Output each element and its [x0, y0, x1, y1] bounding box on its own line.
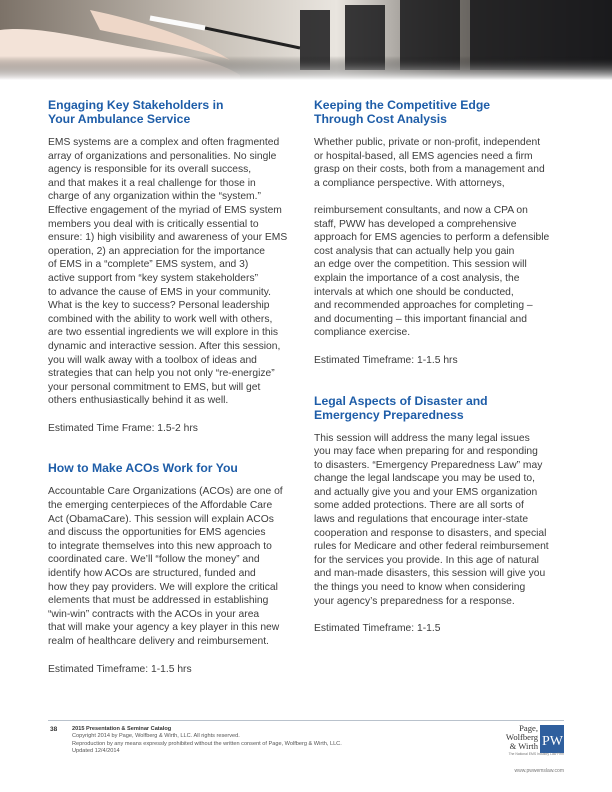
- description-line: What is the key to success? Personal leadership: [48, 300, 270, 312]
- description-line: and discuss the opportunities for EMS agencies: [48, 527, 266, 539]
- website-link[interactable]: www.pwwemslaw.com: [514, 768, 564, 774]
- logo-line: & Wirth: [509, 741, 538, 751]
- logo-tagline: The National EMS Industry Law Firm: [508, 752, 564, 756]
- description-line: and actually give you and your EMS organization: [314, 486, 538, 498]
- description-line: and that makes it a real challenge for those in: [48, 177, 256, 189]
- description-line: a compliance perspective. With attorneys,: [314, 177, 505, 189]
- description-line: how they pay providers. We will explore the critical: [48, 581, 278, 593]
- session-description: [314, 136, 566, 190]
- session-title-line: Engaging Key Stakeholders in: [48, 98, 224, 112]
- footer-rule: [48, 720, 564, 721]
- description-line: strategies that can help you not only “re-energize”: [48, 368, 275, 380]
- description-line: dynamic and interactive session. After this session,: [48, 340, 281, 352]
- session-title-line: How to Make ACOs Work for You: [48, 461, 238, 476]
- description-line: members you deal with is critically essential to: [48, 218, 259, 230]
- session-description: [314, 432, 566, 609]
- description-line: are two essential ingredients we will explore in this: [48, 327, 279, 339]
- description-line: or hospital-based, all EMS agencies need a firm: [314, 150, 533, 162]
- description-line: that will make your agency a key player in this new: [48, 622, 280, 634]
- description-line: operation, 2) an appreciation for the importance: [48, 245, 265, 257]
- footer-notes: [72, 726, 342, 756]
- description-line: laws and regulations that encourage inter-state: [314, 514, 529, 526]
- description-line: approach for EMS agencies to perform a defensible: [314, 232, 550, 244]
- description-line: and recommended approaches for completing –: [314, 300, 533, 312]
- description-line: ensure: 1) high visibility and awareness of your EMS: [48, 232, 288, 244]
- session-section: [48, 98, 298, 435]
- logo-wordmark: [498, 724, 538, 751]
- session-title: [314, 98, 566, 126]
- description-line: to integrate themselves into this new approach to: [48, 540, 272, 552]
- description-line: reimbursement consultants, and now a CPA on: [314, 204, 528, 216]
- left-column: [48, 98, 298, 702]
- session-description: [48, 136, 298, 408]
- description-line: for the services you provide. In this age of natural: [314, 554, 539, 566]
- description-line: Whether public, private or non-profit, independent: [314, 137, 541, 148]
- logo-line: Wolfberg: [505, 732, 538, 742]
- header-photo: [0, 0, 612, 80]
- description-line: realm of healthcare delivery and reimbursement.: [48, 636, 269, 647]
- description-line: elements that must be addressed in establishing: [48, 595, 269, 607]
- description-line: cooperation and response to disasters, and special: [314, 527, 547, 539]
- session-description: [48, 485, 298, 648]
- description-line: This session will address the many legal issues: [314, 432, 530, 444]
- session-section: [314, 98, 566, 368]
- hand-with-pen-photo: [0, 0, 612, 80]
- session-section: [48, 461, 298, 676]
- catalog-title: 2015 Presentation & Seminar Catalog: [72, 726, 172, 732]
- estimated-timeframe: Estimated Timeframe: 1-1.5 hrs: [48, 663, 192, 675]
- session-title-line: Legal Aspects of Disaster and: [314, 393, 488, 408]
- description-line: explain the importance of a cost analysis, the: [314, 272, 520, 284]
- session-section: [314, 394, 566, 636]
- description-line: an edge over the competition. This session will: [314, 259, 527, 271]
- session-title-line: Your Ambulance Service: [48, 112, 191, 126]
- description-line: of EMS in a “complete” EMS system, and 3): [48, 259, 249, 271]
- pww-monogram-icon: [540, 725, 564, 753]
- session-title-line: Keeping the Competitive Edge: [314, 98, 491, 112]
- description-line: you may face when preparing for and responding: [314, 446, 538, 458]
- description-line: agency is responsible for its overall success,: [48, 164, 252, 176]
- description-line: to disasters. “Emergency Preparedness Law” may: [314, 459, 543, 471]
- pww-logo: [498, 724, 564, 774]
- description-line: Effective engagement of the myriad of EMS system: [48, 204, 282, 216]
- description-line: array of organizations and personalities. No single: [48, 150, 277, 162]
- copyright-line: Copyright 2014 by Page, Wolfberg & Wirth, LLC. All rights reserved.: [72, 733, 240, 740]
- description-line: staff, PWW has developed a comprehensive: [314, 218, 517, 230]
- page-number: 38: [50, 726, 58, 733]
- estimated-timeframe: Estimated Timeframe: 1-1.5: [314, 623, 441, 635]
- svg-text:PW: PW: [542, 734, 563, 749]
- description-line: and documenting – this important financial and: [314, 313, 527, 325]
- estimated-timeframe: Estimated Time Frame: 1.5-2 hrs: [48, 422, 198, 434]
- description-line: to advance the cause of EMS in your community.: [48, 286, 272, 298]
- session-title: [48, 98, 298, 126]
- description-line: change the legal landscape you may be used to,: [314, 473, 535, 485]
- description-line: grasp on their costs, both from a management and: [314, 164, 545, 176]
- reproduction-line: Reproduction by any means expressly prohibited without the written consent of Page, Wolfberg & Wirth, LLC.: [72, 740, 342, 747]
- description-line: your agency’s preparedness for a response.: [314, 595, 515, 607]
- description-line: identify how ACOs are structured, funded and: [48, 568, 256, 580]
- description-line: cost analysis that can actually help you gain: [314, 245, 515, 257]
- description-line: intervals at which one should be conducted,: [314, 286, 514, 298]
- description-line: EMS systems are a complex and often fragmented: [48, 137, 280, 148]
- description-line: coordinated care. We’ll “follow the money” and: [48, 554, 260, 566]
- updated-line: Updated 12/4/2014: [72, 748, 120, 755]
- description-line: some added protections. There are all sorts of: [314, 500, 524, 512]
- session-title-line: Emergency Preparedness: [314, 407, 464, 422]
- description-line: your personal commitment to EMS, but will get: [48, 381, 261, 393]
- logo-line: Page,: [519, 723, 538, 733]
- description-line: rules for Medicare and other federal reimbursement: [314, 541, 549, 553]
- description-line: combined with the ability to work well with others,: [48, 313, 273, 325]
- description-line: you will walk away with a toolbox of ideas and: [48, 354, 257, 366]
- description-line: compliance exercise.: [314, 327, 411, 339]
- description-line: charge of any organization within the “system.”: [48, 191, 261, 203]
- description-line: the emerging centerpieces of the Affordable Care: [48, 500, 273, 512]
- description-line: and man-made disasters, this session will give you: [314, 568, 546, 580]
- estimated-timeframe: Estimated Timeframe: 1-1.5 hrs: [314, 354, 458, 366]
- page-footer: [0, 714, 612, 792]
- session-title: [48, 461, 298, 475]
- description-line: Act (ObamaCare). This session will explain ACOs: [48, 513, 274, 525]
- session-description: [314, 204, 566, 340]
- session-title: [314, 394, 566, 422]
- description-line: the things you need to know when considering: [314, 582, 526, 594]
- session-title-line: Through Cost Analysis: [314, 112, 447, 126]
- right-column: [314, 98, 566, 662]
- description-line: Accountable Care Organizations (ACOs) are one of: [48, 486, 283, 498]
- description-line: others enthusiastically behind it as well.: [48, 395, 229, 407]
- description-line: active support from “key system stakeholders”: [48, 272, 259, 284]
- description-line: “win-win” contracts with the ACOs in your area: [48, 608, 260, 620]
